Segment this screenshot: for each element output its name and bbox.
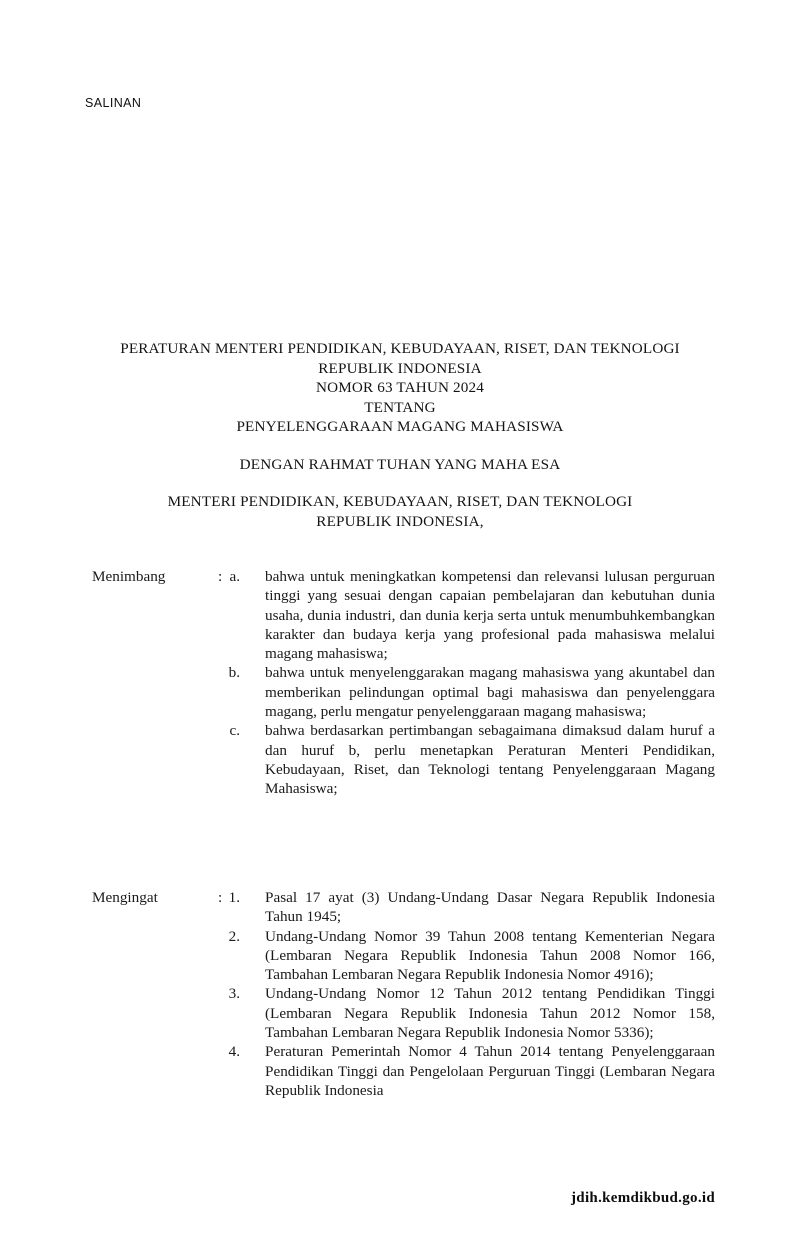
mengingat-colon: :	[218, 889, 223, 906]
item-text: Undang-Undang Nomor 12 Tahun 2012 tentang Pendidikan Tinggi (Lembaran Negara Republik Indonesia Tahun 2012 Nomor 158, Tambahan Lembaran Negara Republik Indonesia Nomor 5336);	[265, 985, 715, 1042]
menimbang-item-list	[85, 567, 715, 799]
document-title-block	[85, 339, 715, 437]
title-line-number: NOMOR 63 TAHUN 2024	[316, 379, 484, 396]
title-line-2: REPUBLIK INDONESIA	[318, 359, 482, 377]
item-text: bahwa untuk menyelenggarakan magang mahasiswa yang akuntabel dan memberikan pelindungan optimal bagi mahasiswa dan penyelenggara magang, perlu mengatur penyelenggaraan magang mahasiswa;	[265, 664, 715, 721]
item-text: bahwa berdasarkan pertimbangan sebagaimana dimaksud dalam huruf a dan huruf b, perlu menetapkan Peraturan Menteri Pendidikan, Kebudayaan, Riset, dan Teknologi tentang Penyelenggaraan Magang Mahasiswa;	[265, 722, 715, 798]
list-item	[85, 721, 715, 798]
title-line-tentang: TENTANG	[364, 398, 436, 416]
title-line-subject: PENYELENGGARAAN MAGANG MAHASISWA	[236, 418, 564, 435]
item-marker: a.	[229, 568, 240, 585]
authority-line-2: REPUBLIK INDONESIA,	[316, 512, 484, 530]
item-marker: b.	[228, 664, 240, 682]
section-menimbang	[85, 567, 715, 799]
list-item	[85, 984, 715, 1042]
list-item	[85, 1042, 715, 1100]
list-item	[85, 888, 715, 927]
section-mengingat	[85, 888, 715, 1100]
item-marker: 2.	[228, 927, 240, 945]
item-marker: c.	[229, 722, 240, 740]
item-text: bahwa untuk meningkatkan kompetensi dan relevansi lulusan perguruan tinggi yang sesuai dengan capaian pembelajaran dan kebutuhan dunia usaha, dunia industri, dan dunia kerja serta untuk menumbuhkembangkan karakter dan budaya kerja yang profesional pada mahasiswa melalui magang mahasiswa;	[265, 568, 715, 663]
salinan-stamp: SALINAN	[85, 96, 142, 110]
mengingat-item-list	[85, 888, 715, 1100]
mengingat-label: Mengingat	[92, 889, 158, 906]
item-text: Pasal 17 ayat (3) Undang-Undang Dasar Negara Republik Indonesia Tahun 1945;	[265, 889, 715, 926]
menimbang-label: Menimbang	[92, 568, 166, 585]
list-item	[85, 567, 715, 663]
item-marker: 3.	[228, 985, 240, 1003]
footer-watermark: jdih.kemdikbud.go.id	[571, 1190, 715, 1206]
item-text: Undang-Undang Nomor 39 Tahun 2008 tentang Kementerian Negara (Lembaran Negara Republik Indonesia Tahun 2008 Nomor 166, Tambahan Lembaran Negara Republik Indonesia Nomor 4916);	[265, 927, 715, 984]
authority-line-1: MENTERI PENDIDIKAN, KEBUDAYAAN, RISET, DAN TEKNOLOGI	[167, 493, 633, 510]
invocation-line: DENGAN RAHMAT TUHAN YANG MAHA ESA	[239, 456, 561, 473]
issuing-authority-block	[85, 492, 715, 531]
list-item	[85, 927, 715, 985]
item-text: Peraturan Pemerintah Nomor 4 Tahun 2014 tentang Penyelenggaraan Pendidikan Tinggi dan Pengelolaan Perguruan Tinggi (Lembaran Negara Republik Indonesia	[265, 1043, 715, 1099]
title-line-1: PERATURAN MENTERI PENDIDIKAN, KEBUDAYAAN, RISET, DAN TEKNOLOGI	[120, 340, 680, 357]
list-item	[85, 663, 715, 721]
item-marker: 4.	[228, 1043, 240, 1061]
menimbang-colon: :	[218, 568, 223, 585]
item-marker: 1.	[228, 889, 240, 906]
